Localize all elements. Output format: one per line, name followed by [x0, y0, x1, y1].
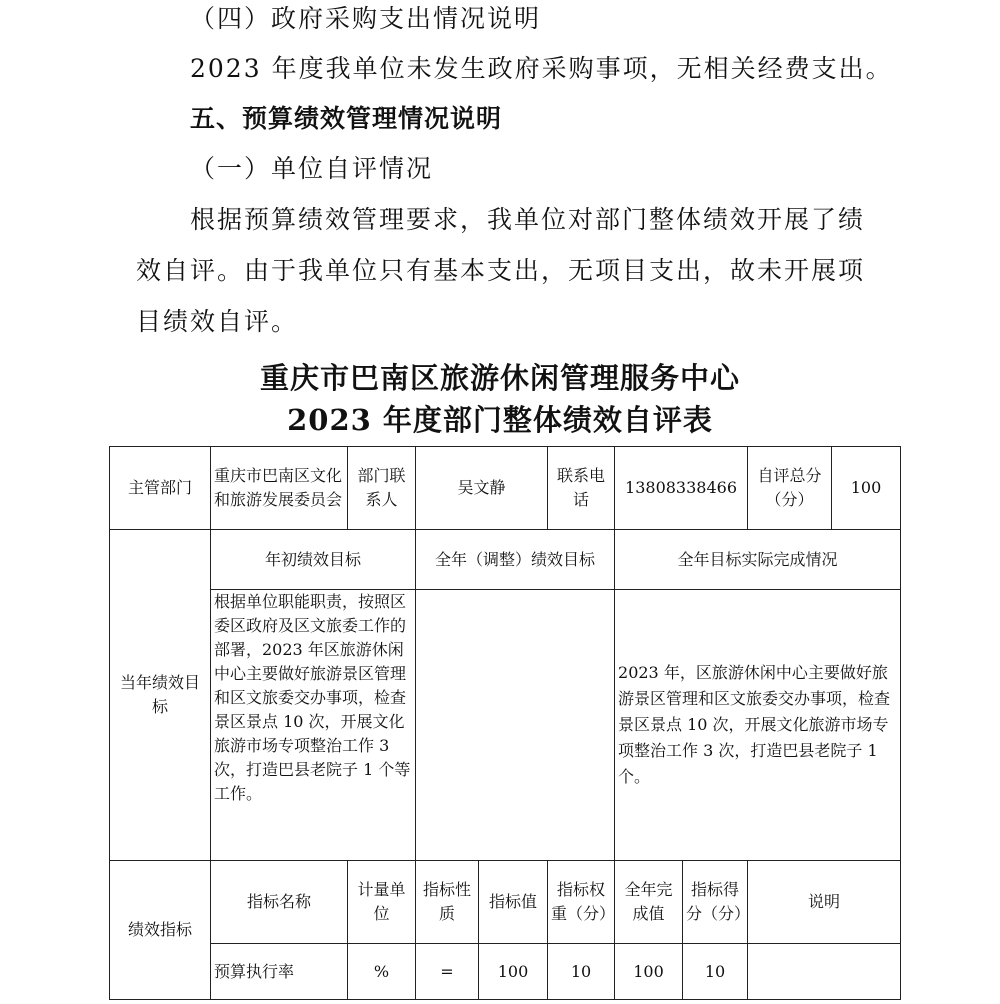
cell-adjusted-goal-text [416, 590, 615, 861]
cell-dept-value: 重庆市巴南区文化和旅游发展委员会 [211, 447, 348, 530]
cell-indicator-unit: % [348, 944, 416, 1000]
cell-actual-completion-text: 2023 年，区旅游休闲中心主要做好旅游景区管理和区文旅委交办事项，检查景区景点 10 次，开展文化旅游市场专项整治工作 3 次，打造巴县老院子 1 个。 [615, 590, 901, 861]
cell-indicator-nature: = [416, 944, 479, 1000]
header-actual-completion: 全年目标实际完成情况 [615, 530, 901, 590]
procurement-paragraph: 2023 年度我单位未发生政府采购事项，无相关经费支出。 [190, 54, 893, 83]
header-target-value: 指标值 [479, 861, 548, 944]
header-unit: 计量单位 [348, 861, 416, 944]
cell-indicator-note [748, 944, 901, 1000]
header-initial-goal: 年初绩效目标 [211, 530, 416, 590]
cell-contact-value: 吴文静 [416, 447, 548, 530]
cell-indicator-weight: 10 [548, 944, 615, 1000]
cell-indicators-row-label: 绩效指标 [110, 861, 211, 1000]
self-evaluation-paragraph-line-1: 根据预算绩效管理要求，我单位对部门整体绩效开展了绩 [190, 205, 866, 234]
cell-score-value: 100 [832, 447, 901, 530]
subheading-self-evaluation: （一）单位自评情况 [190, 154, 434, 183]
cell-phone-value: 13808338466 [615, 447, 748, 530]
cell-indicator-score: 10 [683, 944, 748, 1000]
cell-phone-label: 联系电话 [548, 447, 615, 530]
cell-indicator-value: 100 [479, 944, 548, 1000]
header-indicator-name: 指标名称 [211, 861, 348, 944]
section-heading-government-procurement: （四）政府采购支出情况说明 [190, 4, 542, 33]
cell-goals-row-label: 当年绩效目标 [110, 530, 211, 861]
header-adjusted-goal: 全年（调整）绩效目标 [416, 530, 615, 590]
performance-self-evaluation-table [109, 446, 901, 1000]
table-title-line-1: 重庆市巴南区旅游休闲管理服务中心 [259, 361, 740, 395]
table-title-line-2: 2023 年度部门整体绩效自评表 [287, 403, 713, 437]
header-score: 指标得分（分） [683, 861, 748, 944]
section-heading-performance: 五、预算绩效管理情况说明 [190, 104, 503, 133]
cell-indicator-name: 预算执行率 [211, 944, 348, 1000]
header-nature: 指标性质 [416, 861, 479, 944]
cell-dept-label: 主管部门 [110, 447, 211, 530]
cell-contact-label: 部门联系人 [348, 447, 416, 530]
cell-score-label: 自评总分（分） [748, 447, 832, 530]
cell-initial-goal-text: 根据单位职能职责，按照区委区政府及区文旅委工作的部署，2023 年区旅游休闲中心主要做好旅游景区管理和区文旅委交办事项，检查景区景点 10 次，开展文化旅游市场专项整治工作 3 次，打造巴县老院子 1 个等工作。 [211, 590, 416, 861]
self-evaluation-paragraph-line-3: 目绩效自评。 [136, 307, 299, 336]
self-evaluation-paragraph-line-2: 效自评。由于我单位只有基本支出，无项目支出，故未开展项 [136, 256, 866, 285]
header-weight: 指标权重（分） [548, 861, 615, 944]
header-note: 说明 [748, 861, 901, 944]
header-completed-value: 全年完成值 [615, 861, 683, 944]
cell-indicator-completed: 100 [615, 944, 683, 1000]
